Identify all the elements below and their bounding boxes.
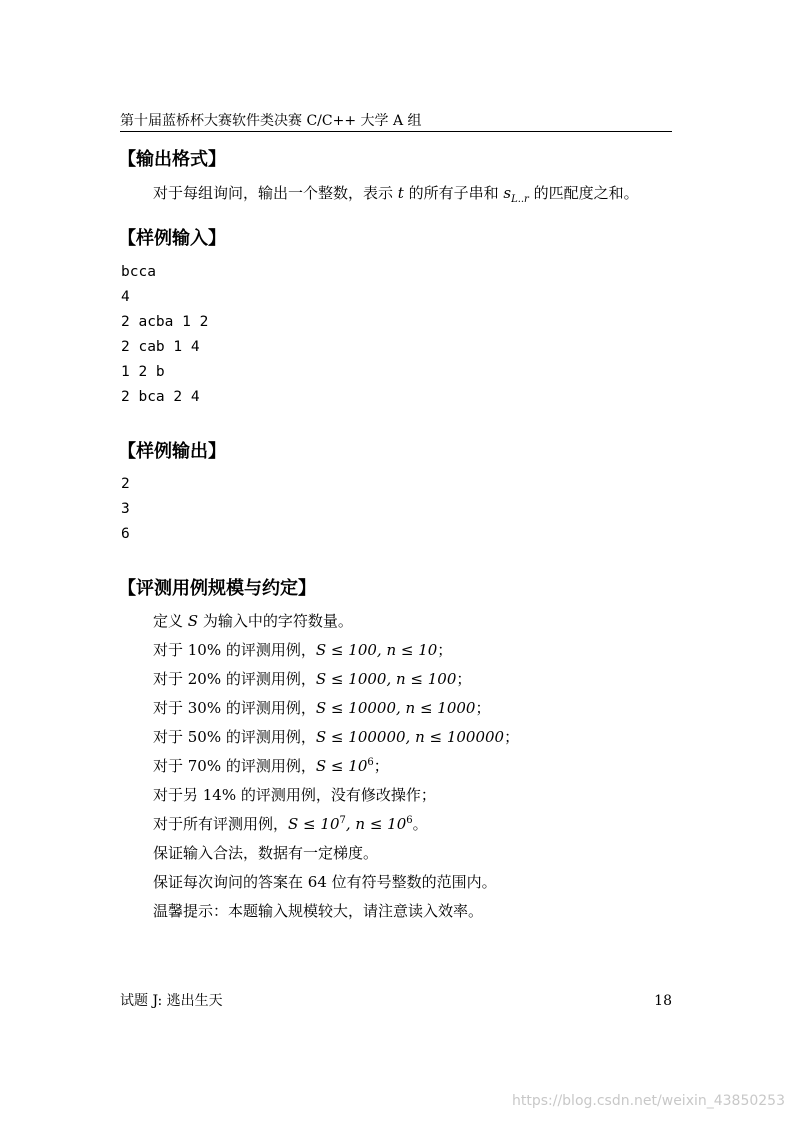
- section-title-sample-output: 【样例输出】: [118, 441, 226, 462]
- output-format-text-b: 的所有子串和: [403, 184, 504, 202]
- constraint-line: [153, 698, 490, 718]
- sample-input-line: 4: [121, 289, 130, 305]
- text: 对于 30% 的评测用例，: [153, 699, 316, 717]
- constraint-line: [153, 611, 353, 631]
- constraint-line: [153, 640, 452, 660]
- sample-output-line: 6: [121, 526, 130, 542]
- var-S: S: [187, 612, 199, 630]
- superscript: 6: [367, 757, 374, 768]
- sample-output-line: 2: [121, 476, 130, 492]
- text: 为输入中的字符数量。: [198, 612, 353, 630]
- constraint-line: 保证每次询问的答案在 64 位有符号整数的范围内。: [153, 873, 497, 891]
- header-divider: [120, 131, 672, 132]
- constraint-line: 保证输入合法，数据有一定梯度。: [153, 844, 379, 862]
- constraint-line: [153, 814, 428, 837]
- constraint-line: [153, 756, 389, 779]
- text: ；: [475, 699, 491, 717]
- text: ；: [373, 757, 389, 775]
- sample-input-line: 2 acba 1 2: [121, 314, 209, 330]
- constraint-line: 对于另 14% 的评测用例，没有修改操作；: [153, 786, 436, 804]
- var-s: s: [503, 184, 512, 202]
- text: 对于 10% 的评测用例，: [153, 641, 316, 659]
- footer-problem-title: 试题 J: 逃出生天: [120, 993, 223, 1009]
- superscript: 6: [406, 815, 413, 826]
- constraint-line: [153, 727, 519, 747]
- var-s-subscript: L..r: [511, 194, 529, 205]
- math-expr: S ≤ 10: [315, 757, 368, 775]
- text: 对于所有评测用例，: [153, 815, 289, 833]
- output-format-text-c: 的匹配度之和。: [528, 184, 639, 202]
- output-format-text-a: 对于每组询问，输出一个整数，表示: [153, 184, 398, 202]
- sample-output-line: 3: [121, 501, 130, 517]
- text: 。: [412, 815, 428, 833]
- sample-input-line: 1 2 b: [121, 364, 165, 380]
- text: 定义: [153, 612, 188, 630]
- text: 对于 70% 的评测用例，: [153, 757, 316, 775]
- text: 对于 20% 的评测用例，: [153, 670, 316, 688]
- text: ；: [437, 641, 453, 659]
- math-expr: S ≤ 100000, n ≤ 100000: [315, 728, 505, 746]
- math-expr: S ≤ 1000, n ≤ 100: [315, 670, 457, 688]
- section-title-output-format: 【输出格式】: [118, 149, 226, 170]
- text: 对于 50% 的评测用例，: [153, 728, 316, 746]
- page-header: 第十届蓝桥杯大赛软件类决赛 C/C++ 大学 A 组: [120, 113, 422, 129]
- math-expr: S ≤ 10: [288, 815, 340, 833]
- var-t: t: [397, 184, 404, 202]
- sample-input-line: 2 cab 1 4: [121, 339, 200, 355]
- math-expr: , n ≤ 10: [345, 815, 407, 833]
- section-title-sample-input: 【样例输入】: [118, 228, 226, 249]
- text: ；: [504, 728, 520, 746]
- superscript: 7: [339, 815, 346, 826]
- sample-input-line: 2 bca 2 4: [121, 389, 200, 405]
- math-expr: S ≤ 100, n ≤ 10: [315, 641, 438, 659]
- sample-input-line: bcca: [121, 264, 156, 280]
- text: ；: [456, 670, 472, 688]
- math-expr: S ≤ 10000, n ≤ 1000: [315, 699, 476, 717]
- constraint-line: [153, 669, 471, 689]
- page-number: 18: [654, 993, 672, 1009]
- watermark: https://blog.csdn.net/weixin_43850253: [511, 1093, 785, 1109]
- constraint-line: 温馨提示：本题输入规模较大，请注意读入效率。: [153, 902, 484, 920]
- section-title-constraints: 【评测用例规模与约定】: [118, 578, 316, 599]
- output-format-text: [153, 183, 639, 206]
